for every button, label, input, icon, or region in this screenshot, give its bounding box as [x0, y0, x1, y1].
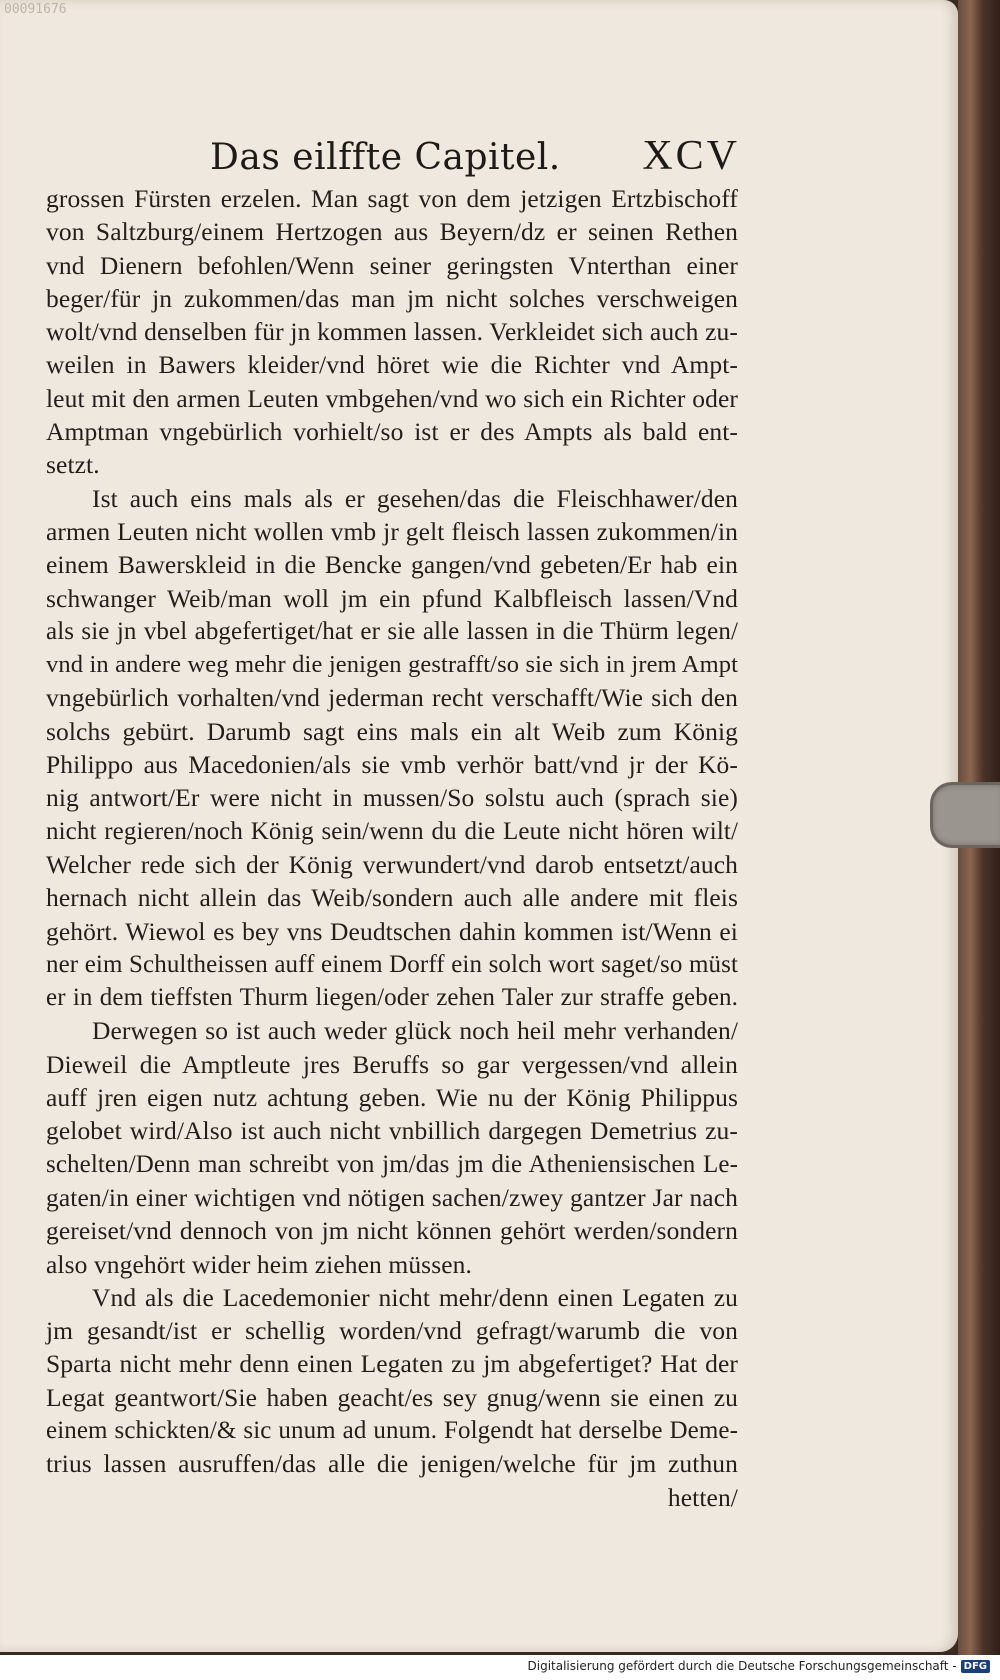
- text-line: vnd in andere weg mehr die jenigen gestrafft/so sie sich in jrem Ampt: [46, 651, 738, 679]
- text-line: leut mit den armen Leuten vmbgehen/vnd wo sich ein Richter oder: [46, 383, 738, 413]
- text-line: wolt/vnd denselben für jn kommen lassen. Verkleidet sich auch zu-: [46, 317, 738, 347]
- text-line: Legat geantwort/Sie haben geacht/es sey gnug/wenn sie einen zu: [46, 1382, 738, 1412]
- text-line: Sparta nicht mehr denn einen Legaten zu jm abgefertiget? Hat der: [46, 1349, 738, 1379]
- text-line: trius lassen ausruffen/das alle die jenigen/welche für jm zuthun: [46, 1449, 738, 1479]
- text-line: gelobet wird/Also ist auch nicht vnbillich dargegen Demetrius zu-: [46, 1116, 738, 1146]
- text-line: grossen Fürsten erzelen. Man sagt von dem jetzigen Ertzbischoff: [46, 184, 738, 213]
- digitization-credit: [528, 1659, 991, 1673]
- text-line: er in dem tieffsten Thurm liegen/oder zehen Taler zur straffe geben.: [46, 984, 738, 1012]
- text-line: schwanger Weib/man woll jm ein pfund Kalbfleisch lassen/Vnd: [46, 583, 738, 613]
- credit-text: Digitalisierung gefördert durch die Deutsche Forschungsgemeinschaft -: [527, 1659, 957, 1673]
- text-line: von Saltzburg/einem Hertzogen aus Beyern/dz er seinen Rethen: [46, 217, 738, 247]
- text-line: einem Bawerskleid in die Bencke gangen/vnd gebeten/Er hab ein: [46, 550, 738, 580]
- text-line: auff jren eigen nutz achtung geben. Wie nu der König Philippus: [46, 1083, 738, 1113]
- text-line: gereiset/vnd dennoch von jm nicht können gehört werden/sondern: [46, 1216, 738, 1246]
- chapter-heading: Das eilffte Capitel.: [210, 137, 561, 178]
- text-line: vngebürlich vorhalten/vnd jederman recht verschafft/Wie sich den: [46, 683, 738, 713]
- text-line: Dieweil die Amptleute jres Beruffs so gar vergessen/vnd allein: [46, 1049, 738, 1079]
- text-line: nicht regieren/noch König sein/wenn du die Leute nicht hören wilt/: [46, 817, 738, 845]
- text-line: nig antwort/Er were nicht in mussen/So solstu auch (sprach sie): [46, 783, 738, 813]
- text-line: hernach nicht allein das Weib/sondern auch alle andere mit fleis: [46, 883, 738, 913]
- catchword-line: hetten/: [667, 1482, 738, 1512]
- text-line: setzt.: [46, 450, 100, 480]
- text-line: Welcher rede sich der König verwundert/vnd darob entsetzt/auch: [46, 849, 738, 879]
- text-line: vnd Dienern befohlen/Wenn seiner geringsten Vnterthan einer: [46, 250, 738, 280]
- text-line: solchs gebürt. Darumb sagt eins mals ein alt Weib zum König: [46, 716, 738, 746]
- text-line: beger/für jn zukommen/das man jm nicht solches verschweigen: [46, 283, 738, 313]
- text-line: Vnd als die Lacedemonier nicht mehr/denn einen Legaten zu: [92, 1282, 738, 1312]
- text-line: Amptman vngebürlich vorhielt/so ist er des Ampts als bald ent-: [46, 417, 738, 447]
- dfg-logo-icon: DFG: [961, 1660, 990, 1673]
- text-line: Philippo aus Macedonien/als sie vmb verhör batt/vnd jr der Kö-: [46, 750, 738, 780]
- body-text: [46, 182, 738, 1514]
- folio-number: XCV: [642, 133, 740, 179]
- text-line: ner eim Schultheissen auff einem Dorff ein solch wort saget/so müst: [46, 950, 738, 978]
- text-line: einem schickten/& sic unum ad unum. Folgendt hat derselbe Deme-: [46, 1416, 738, 1444]
- text-line: Derwegen so ist auch weder glück noch heil mehr verhanden/: [92, 1016, 738, 1046]
- scan-identifier: 00091676: [4, 2, 67, 17]
- text-line: armen Leuten nicht wollen vmb jr gelt fleisch lassen zukommen/in: [46, 516, 738, 546]
- text-line: gehört. Wiewol es bey vns Deudtschen dahin kommen ist/Wenn ei: [46, 916, 738, 946]
- text-line: gaten/in einer wichtigen vnd nötigen sachen/zwey gantzer Jar nach: [46, 1182, 738, 1212]
- text-line: als sie jn vbel abgefertiget/hat er sie alle lassen in die Thürm legen/: [46, 617, 738, 645]
- text-line: Ist auch eins mals als er gesehen/das die Fleischhawer/den: [92, 483, 738, 513]
- running-header: [210, 132, 740, 180]
- text-line: also vngehört wider heim ziehen müssen.: [46, 1249, 472, 1279]
- book-clasp: [930, 782, 1000, 848]
- text-line: jm gesandt/ist er schellig worden/vnd gefragt/warumb die von: [46, 1316, 738, 1346]
- text-line: schelten/Denn man schreibt von jm/das jm die Atheniensischen Le-: [46, 1150, 738, 1178]
- text-line: weilen in Bawers kleider/vnd höret wie die Richter vnd Ampt-: [46, 350, 738, 380]
